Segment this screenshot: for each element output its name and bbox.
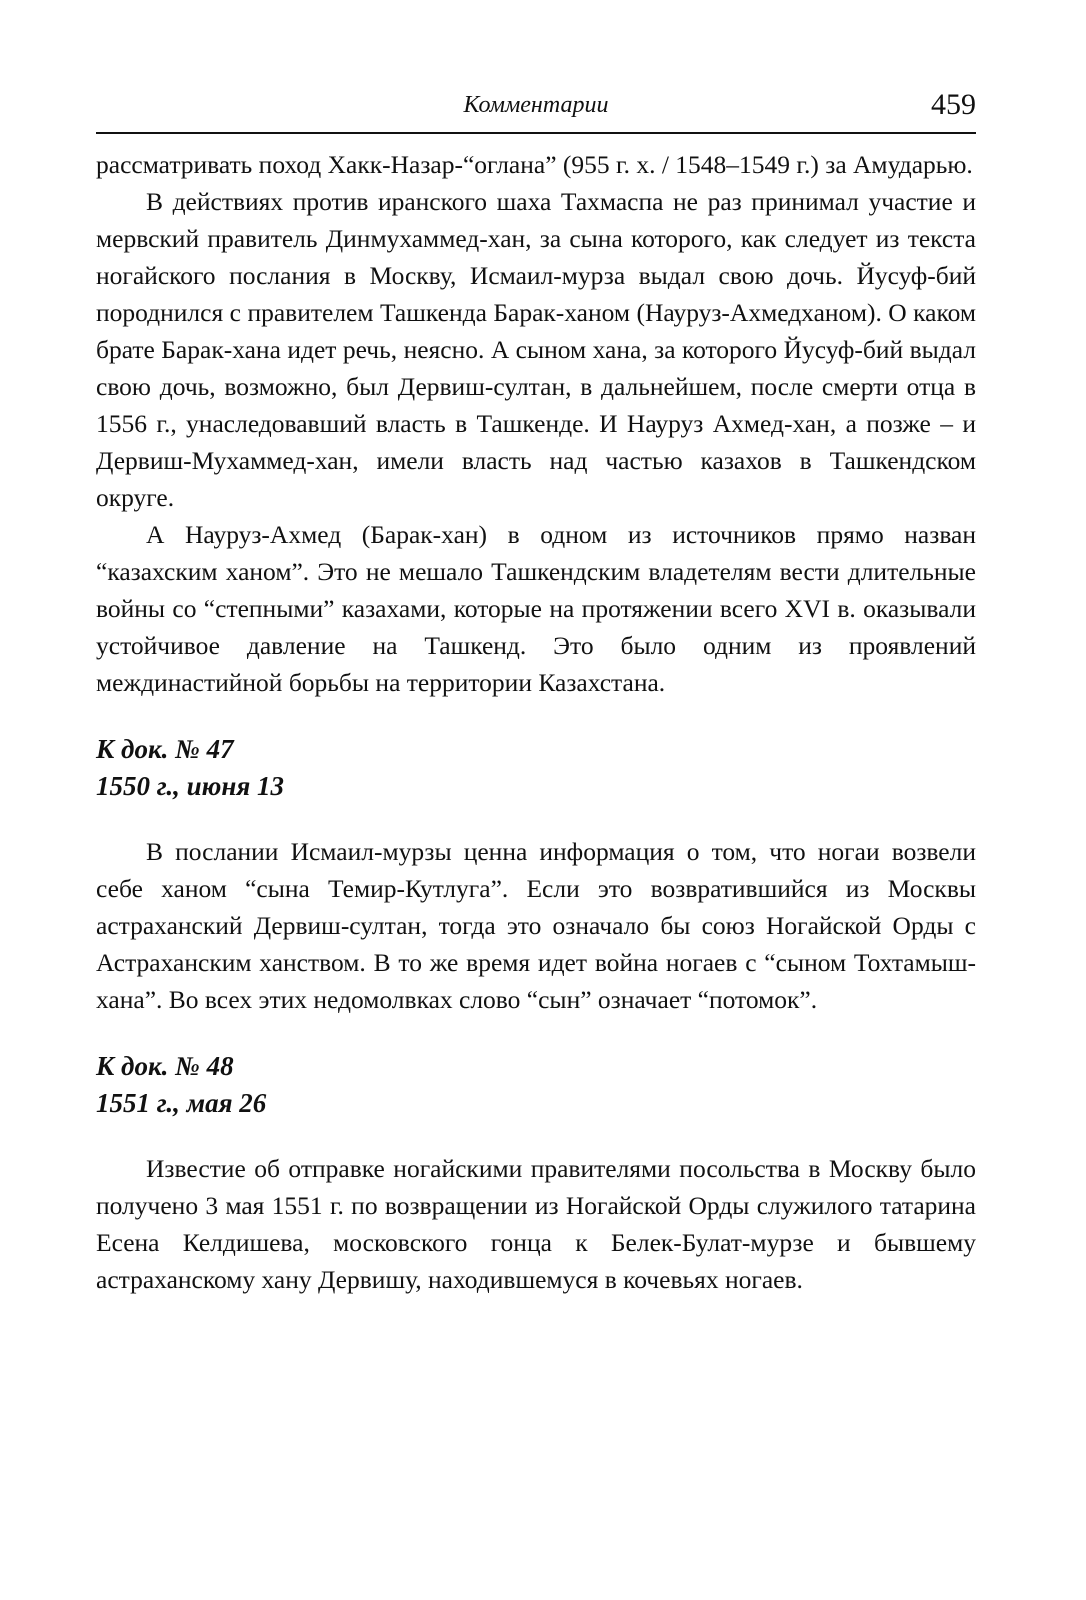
commentary-section-47 [96, 731, 976, 1018]
running-head [96, 88, 976, 134]
section-heading [96, 731, 976, 805]
paragraph-continuation: рассматривать поход Хакк-Назар-“оглана” (955 г. х. / 1548–1549 г.) за Амударью. [96, 150, 973, 179]
section-text: Известие об отправке ногайскими правителями посольства в Москву было получено 3 мая 1551 г. по возвращении из Ногайской Орды служилого татарина Есена Келдишева, московского гонца к Белек-Булат-мурзе и бывшему астраханскому хану Дервишу, находившемуся в кочевьях ногаев. [96, 1154, 976, 1294]
date-label: 1551 г., мая 26 [96, 1088, 267, 1118]
running-title: Комментарии [463, 92, 609, 118]
paragraph: А Науруз-Ахмед (Барак-хан) в одном из источников прямо назван “казахским ханом”. Это не мешало Ташкендским владетелям вести длительные войны со “степными” казахами, которые на протяжении всего XVI в. оказывали устойчивое давление на Ташкенд. Это было одним из проявлений междинастийной борьбы на территории Казахстана. [96, 520, 976, 697]
paragraph: В действиях против иранского шаха Тахмаспа не раз принимал участие и мервский правитель Динмухаммед-хан, за сына которого, как следует из текста ногайского послания в Москву, Исмаил-мурза выдал свою дочь. Йусуф-бий породнился с правителем Ташкенда Барак-ханом (Науруз-Ахмедханом). О каком брате Барак-хана идет речь, неясно. А сыном хана, за которого Йусуф-бий выдал свою дочь, возможно, был Дервиш-султан, в дальнейшем, после смерти отца в 1556 г., унаследовавший власть в Ташкенде. И Науруз Ахмед-хан, а позже – и Дервиш-Мухаммед-хан, имели власть над частью казахов в Ташкендском округе. [96, 187, 976, 512]
doc-label: К док. № 47 [96, 734, 234, 764]
section-text: В послании Исмаил-мурзы ценна информация о том, что ногаи возвели себе ханом “сына Темир-Кутлуга”. Если это возвратившийся из Москвы астраханский Дервиш-султан, тогда это означало бы союз Ногайской Орды с Астраханским ханством. В то же время идет война ногаев с “сыном Тохтамыш-хана”. Во всех этих недомолвках слово “сын” означает “потомок”. [96, 837, 976, 1014]
page-number: 459 [931, 88, 976, 121]
page-content [96, 146, 976, 1298]
section-heading [96, 1048, 976, 1122]
commentary-section-48 [96, 1048, 976, 1298]
doc-label: К док. № 48 [96, 1051, 234, 1081]
date-label: 1550 г., июня 13 [96, 771, 284, 801]
